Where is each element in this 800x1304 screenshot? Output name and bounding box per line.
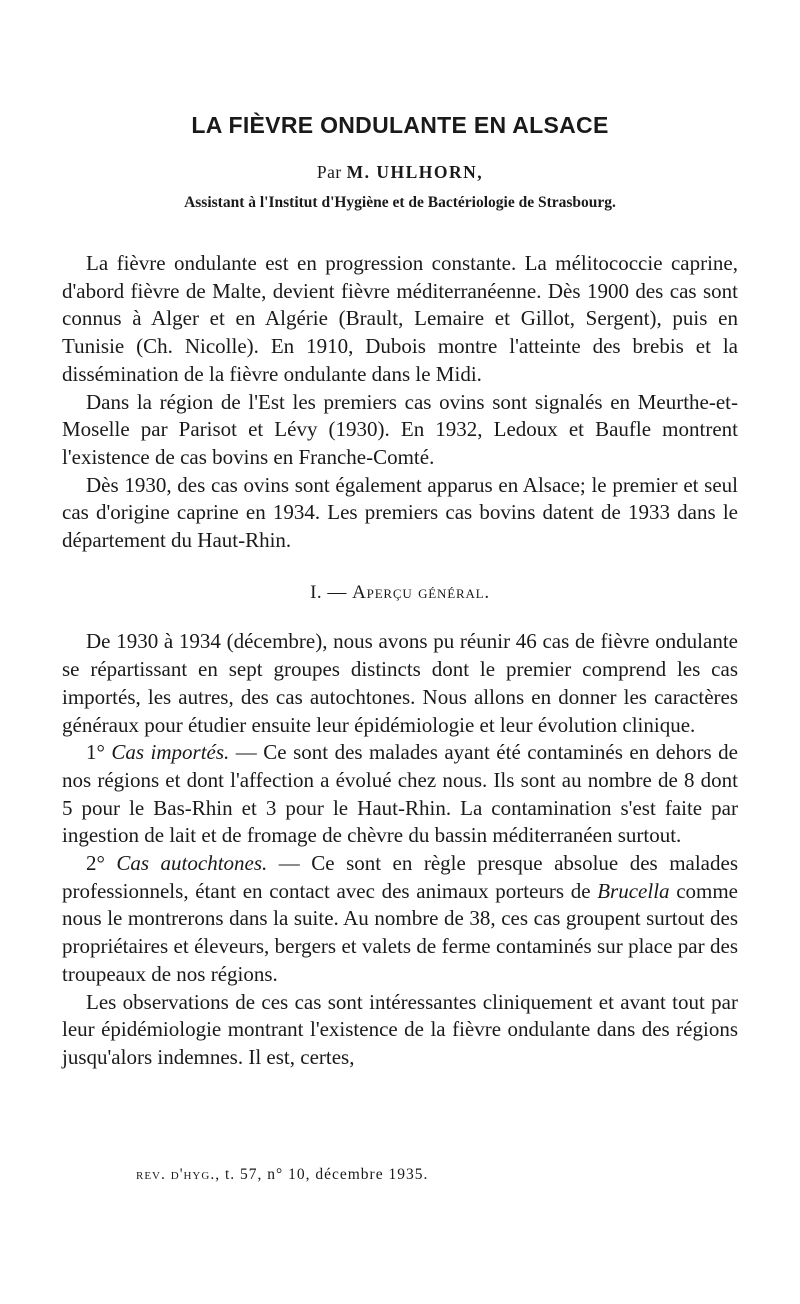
section-paragraph: De 1930 à 1934 (décembre), nous avons pu réunir 46 cas de fièvre ondulante se répartissant en sept groupes distincts dont le premier comprend les cas importés, les autres, des cas autochtones. Nous allons en donner les caractères généraux pour étudier ensuite leur épidémiologie et leur évolution clinique. <box>62 629 738 737</box>
intro-paragraph: La fièvre ondulante est en progression constante. La mélitococcie caprine, d'abord fièvre de Malte, devient fièvre méditerranéenne. Dès 1900 des cas sont connus à Alger et en Algérie (Brault, Lemaire et Gillot, Sergent), puis en Tunisie (Ch. Nicolle). En 1910, Dubois montre l'atteinte des brebis et la dissémination de la fièvre ondulante dans le Midi. <box>62 251 738 386</box>
author-name: M. UHLHORN, <box>346 162 484 182</box>
item-text: — Ce sont des malades ayant été contaminés en dehors de nos régions et dont l'affection a évolué chez nous. Ils sont au nombre de 8 dont 5 pour le Bas-Rhin et 3 pour le Haut-Rhin. La contamination s'est faite par ingestion de lait et de fromage de chèvre du bassin méditerranéen surtout. <box>62 740 738 848</box>
article-body <box>62 250 738 1072</box>
section-title: Aperçu général. <box>352 581 490 603</box>
author-line <box>0 162 800 183</box>
section-paragraph: Les observations de ces cas sont intéressantes cliniquement et avant tout par leur épidémiologie montrant l'existence de la fièvre ondulante dans des régions jusqu'alors indemnes. Il est, certes, <box>62 989 738 1069</box>
intro-paragraph: Dans la région de l'Est les premiers cas ovins sont signalés en Meurthe-et-Moselle par Parisot et Lévy (1930). En 1932, Ledoux et Baufle montrent l'existence de cas bovins en Franche-Comté. <box>62 389 738 469</box>
author-affiliation: Assistant à l'Institut d'Hygiène et de Bactériologie de Strasbourg. <box>184 194 616 211</box>
section-paragraph-autochthonous <box>62 850 738 989</box>
item-number: 1° <box>86 740 105 765</box>
item-text: comme nous le montrerons dans la suite. Au nombre de 38, ces cas groupent surtout des propriétaires et éleveurs, bergers et valets de ferme contaminés sur place par des troupeaux de nos régions. <box>62 878 739 986</box>
journal-citation: , t. 57, n° 10, décembre 1935. <box>215 1166 429 1183</box>
section-number: I. — <box>310 581 347 603</box>
section-heading <box>62 579 738 607</box>
section-paragraph-imported <box>62 739 738 850</box>
intro-paragraph: Dès 1930, des cas ovins sont également apparus en Alsace; le premier et seul cas d'origine caprine en 1934. Les premiers cas bovins datent de 1933 dans le département du Haut-Rhin. <box>62 472 738 553</box>
journal-footer <box>136 1166 428 1184</box>
item-heading: Cas autochtones. <box>116 851 268 876</box>
item-number: 2° <box>86 851 105 876</box>
item-text: — Ce sont en règle presque absolue des malades professionnels, étant en contact avec des animaux porteurs de <box>62 851 738 903</box>
article-title: LA FIÈVRE ONDULANTE EN ALSACE <box>191 112 609 138</box>
genus-name: Brucella <box>597 878 670 903</box>
item-heading: Cas importés. <box>111 740 230 765</box>
journal-name: rev. d'hyg. <box>136 1166 216 1183</box>
author-prefix: Par <box>316 162 342 182</box>
